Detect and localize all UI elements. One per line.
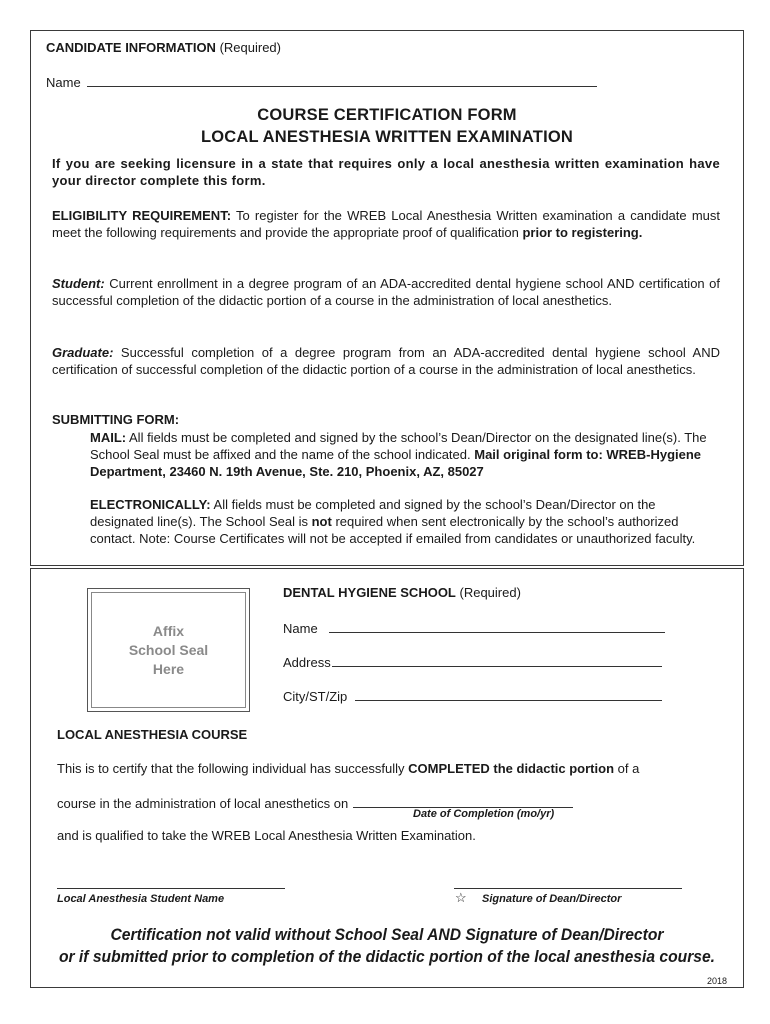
- electronic-text-1: All fields must be completed and signed by the school’s Dean/Director on the designated line(s). The School Seal is: [90, 497, 656, 529]
- student-name-line[interactable]: [57, 888, 285, 889]
- graduate-paragraph: [52, 344, 720, 378]
- eligibility-bold-end: prior to registering.: [522, 225, 643, 240]
- student-name-caption: Local Anesthesia Student Name: [57, 893, 225, 905]
- form-year: 2018: [707, 976, 728, 986]
- star-icon: ☆: [455, 890, 467, 905]
- eligibility-paragraph: [52, 207, 720, 241]
- dean-signature-line[interactable]: [454, 888, 682, 889]
- electronic-not: not: [311, 514, 332, 529]
- eligibility-text: To register for the WREB Local Anesthesia Written examination a candidate must meet the following requirements and provide the appropriate proof of qualification: [52, 208, 720, 240]
- course-line-2-text: course in the administration of local anesthetics on: [57, 796, 349, 811]
- course-line-1a: This is to certify that the following individual has successfully: [57, 761, 409, 776]
- student-paragraph: [52, 275, 720, 309]
- seal-line-2: School Seal: [128, 641, 209, 658]
- course-line-1c: of a: [614, 761, 640, 776]
- electronic-paragraph: [90, 496, 720, 547]
- footer-warning-line-1: Certification not valid without School Seal AND Signature of Dean/Director: [110, 925, 664, 944]
- dean-signature-caption: Signature of Dean/Director: [482, 893, 622, 905]
- electronic-text-2: required when sent electronically by the school’s authorized contact. Note: Course Certificates will not be accepted if emailed from candidates or unauthorized faculty.: [90, 514, 696, 546]
- electronic-label: ELECTRONICALLY:: [90, 497, 211, 512]
- school-name-field[interactable]: [329, 620, 665, 633]
- candidate-heading-label: CANDIDATE INFORMATION: [46, 40, 216, 55]
- course-heading: LOCAL ANESTHESIA COURSE: [57, 727, 248, 742]
- seal-line-1: Affix: [152, 622, 185, 639]
- course-line-1: [57, 761, 727, 776]
- form-title: COURSE CERTIFICATION FORM: [257, 106, 517, 124]
- intro-text: If you are seeking licensure in a state that requires only a local anesthesia written examination have your director complete this form.: [52, 156, 720, 188]
- candidate-name-label: Name: [46, 75, 81, 90]
- mail-address: Mail original form to: WREB-Hygiene Department, 23460 N. 19th Avenue, Ste. 210, Phoenix, AZ, 85027: [90, 447, 702, 479]
- school-city-field[interactable]: [355, 688, 662, 701]
- candidate-name-row: [46, 74, 597, 90]
- school-heading-label: DENTAL HYGIENE SCHOOL: [283, 585, 456, 600]
- school-address-field[interactable]: [332, 654, 662, 667]
- mail-text: All fields must be completed and signed by the school’s Dean/Director on the designated line(s). The School Seal must be affixed and the name of the school indicated.: [90, 430, 707, 462]
- candidate-name-field[interactable]: [87, 74, 597, 87]
- candidate-heading: [46, 40, 281, 55]
- school-name-label: Name: [283, 621, 318, 636]
- mail-label: MAIL:: [90, 430, 127, 445]
- graduate-label: Graduate:: [52, 345, 114, 360]
- school-city-row: [283, 688, 662, 704]
- submitting-heading: SUBMITTING FORM:: [52, 412, 180, 427]
- candidate-required: (Required): [219, 40, 281, 55]
- school-seal-box: [87, 588, 250, 712]
- mail-paragraph: [90, 429, 720, 480]
- course-line-3: and is qualified to take the WREB Local Anesthesia Written Examination.: [57, 828, 476, 843]
- school-name-row: [283, 620, 665, 636]
- school-required: (Required): [459, 585, 521, 600]
- eligibility-heading: ELIGIBILITY REQUIREMENT:: [52, 208, 232, 223]
- completion-date-caption: Date of Completion (mo/yr): [413, 808, 555, 820]
- school-address-row: [283, 654, 662, 670]
- school-seal-placeholder: [91, 592, 246, 708]
- course-line-1b: COMPLETED the didactic portion: [408, 761, 615, 776]
- school-address-label: Address: [283, 655, 331, 670]
- school-heading: [283, 585, 521, 600]
- completion-date-field[interactable]: [353, 795, 573, 808]
- student-label: Student:: [52, 276, 105, 291]
- school-city-label: City/ST/Zip: [283, 689, 348, 704]
- seal-line-3: Here: [152, 660, 185, 677]
- footer-warning-line-2: or if submitted prior to completion of the didactic portion of the local anesthesia course.: [58, 947, 716, 966]
- form-subtitle: LOCAL ANESTHESIA WRITTEN EXAMINATION: [200, 128, 574, 146]
- graduate-text: Successful completion of a degree program from an ADA-accredited dental hygiene school AND certification of successful completion of the didactic portion of a course in the administration of local anesthetics.: [52, 345, 720, 377]
- student-text: Current enrollment in a degree program of an ADA-accredited dental hygiene school AND certification of successful completion of the didactic portion of a course in the administration of local anesthetics.: [52, 276, 720, 308]
